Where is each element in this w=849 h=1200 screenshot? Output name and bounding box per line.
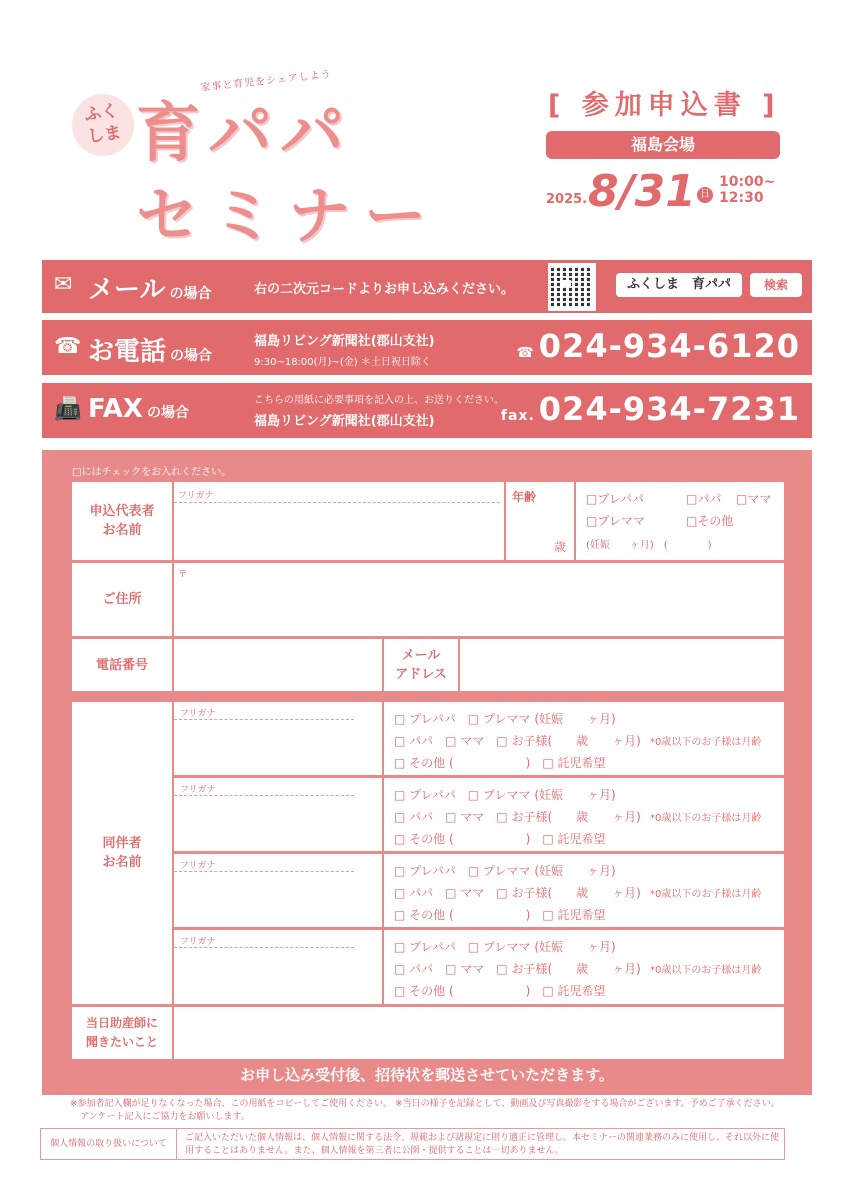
checkbox-papa[interactable]: □パパ — [686, 492, 722, 506]
companion-name-field-1[interactable]: フリガナ — [174, 702, 382, 775]
application-title: [ 参加申込書 ] — [548, 90, 781, 121]
checkbox-premama[interactable]: □プレママ — [586, 514, 645, 528]
email-field[interactable] — [460, 639, 784, 691]
companion-options-4[interactable]: □ プレパパ □ プレママ (妊娠 ヶ月) □ パパ □ ママ □ お子様( 歳 ヶ月) *0歳以下のお子様は月齢 □ その他 ( ) □ 託児希望 — [384, 930, 784, 1004]
mail-text: 右の二次元コードよりお申し込みください。 — [254, 282, 515, 297]
form-footer-message: お申し込み受付後、招待状を郵送させていただきます。 — [240, 1066, 614, 1084]
furigana-label: フリガナ — [178, 491, 214, 501]
date-weekday: 日 — [697, 187, 713, 203]
rep-role-options — [576, 482, 784, 560]
companion-name-field-4[interactable]: フリガナ — [174, 930, 382, 1004]
checkbox-other[interactable]: □その他 — [686, 514, 734, 528]
mail-label: メール の場合 — [88, 275, 212, 305]
phone-label: お電話 の場合 — [88, 337, 213, 367]
question-label: 当日助産師に 聞きたいこと — [85, 1016, 158, 1049]
companion-options-1[interactable]: □ プレパパ □ プレママ (妊娠 ヶ月) □ パパ □ ママ □ お子様( 歳 ヶ月) *0歳以下のお子様は月齢 □ その他 ( ) □ 託児希望 — [384, 702, 784, 775]
fax-icon: 📠 — [54, 397, 82, 422]
search-keyword-box[interactable]: ふくしま 育パパ — [616, 273, 742, 297]
fax-label: FAX の場合 — [88, 394, 189, 424]
fax-org: 福島リビング新聞社(郡山支社) — [254, 414, 435, 429]
privacy-text: ご記入いただいた個人情報は、個人情報に関する法令、規範および諸規定に則り適正に管理し、本セミナーの関連業務のみに使用し、それ以外に使用することはありません。また、個人情報を第三者に公開・提供することは一切ありません。 — [185, 1133, 780, 1156]
search-button[interactable]: 検索 — [750, 273, 802, 297]
fax-band — [42, 383, 812, 438]
fine-print: ※参加者記入欄が足りなくなった場合、この用紙をコピーしてご使用ください。 ※当日の様子を記録として、動画及び写真撮影をする場合がございます。予めご了承ください。 アンケート記入にご協力をお願いします。 — [70, 1099, 780, 1122]
tagline: 家事と育児をシェアしよう — [199, 69, 333, 94]
envelope-icon: ✉ — [54, 272, 73, 297]
fax-note: こちらの用紙に必要事項を記入の上、お送りください。 — [254, 395, 504, 406]
telephone-small-icon: ☎ — [516, 345, 535, 361]
privacy-label: 個人情報の取り扱いについて — [41, 1129, 177, 1159]
age-label: 年齢 — [512, 490, 537, 504]
age-field[interactable] — [506, 482, 574, 560]
companion-name-field-3[interactable]: フリガナ — [174, 854, 382, 927]
phone-band — [42, 320, 812, 375]
email-label: メール アドレス — [395, 648, 447, 682]
qr-code[interactable] — [548, 263, 596, 311]
age-unit: 歳 — [554, 540, 567, 554]
companion-options-3[interactable]: □ プレパパ □ プレママ (妊娠 ヶ月) □ パパ □ ママ □ お子様( 歳 ヶ月) *0歳以下のお子様は月齢 □ その他 ( ) □ 託児希望 — [384, 854, 784, 927]
form-note: □にはチェックをお入れください。 — [72, 467, 232, 478]
date-year: 2025. — [546, 192, 588, 207]
event-time: 10:00~ 12:30 — [719, 174, 776, 206]
privacy-notice — [40, 1128, 785, 1160]
phone-org: 福島リビング新聞社(郡山支社) — [254, 334, 435, 349]
checkbox-mama[interactable]: □ママ — [736, 492, 772, 506]
representative-name-field[interactable] — [174, 482, 504, 560]
venue-badge: 福島会場 — [546, 131, 780, 159]
phone-hours: 9:30~18:00(月)~(金) ＊土日祝日除く — [254, 357, 431, 368]
phone-number[interactable]: ☎ 024-934-6120 — [516, 327, 800, 365]
telephone-icon: ☎ — [54, 334, 82, 359]
companion-label: 同伴者 お名前 — [102, 836, 142, 870]
mail-band — [42, 260, 812, 313]
companion-name-field-2[interactable]: フリガナ — [174, 778, 382, 851]
fukushima-badge: ふく しま — [68, 90, 138, 160]
address-label: ご住所 — [102, 592, 142, 607]
question-field[interactable] — [174, 1007, 784, 1059]
address-field[interactable] — [174, 563, 784, 636]
seminar-title-line1: 育パパ — [136, 97, 352, 171]
pregnancy-months: (妊娠 ヶ月) ( ) — [586, 540, 712, 551]
date-main: 8/31 — [588, 166, 696, 217]
seminar-title-line2: セミナー — [136, 179, 441, 252]
postal-mark: 〒 — [178, 570, 188, 580]
phone-number-label: 電話番号 — [95, 657, 148, 673]
phone-number-field[interactable] — [174, 639, 382, 691]
representative-label: 申込代表者 お名前 — [89, 504, 155, 538]
fax-number[interactable]: fax. 024-934-7231 — [500, 390, 800, 428]
checkbox-prepapa[interactable]: □プレパパ — [586, 492, 645, 506]
companion-options-2[interactable]: □ プレパパ □ プレママ (妊娠 ヶ月) □ パパ □ ママ □ お子様( 歳 ヶ月) *0歳以下のお子様は月齢 □ その他 ( ) □ 託児希望 — [384, 778, 784, 851]
